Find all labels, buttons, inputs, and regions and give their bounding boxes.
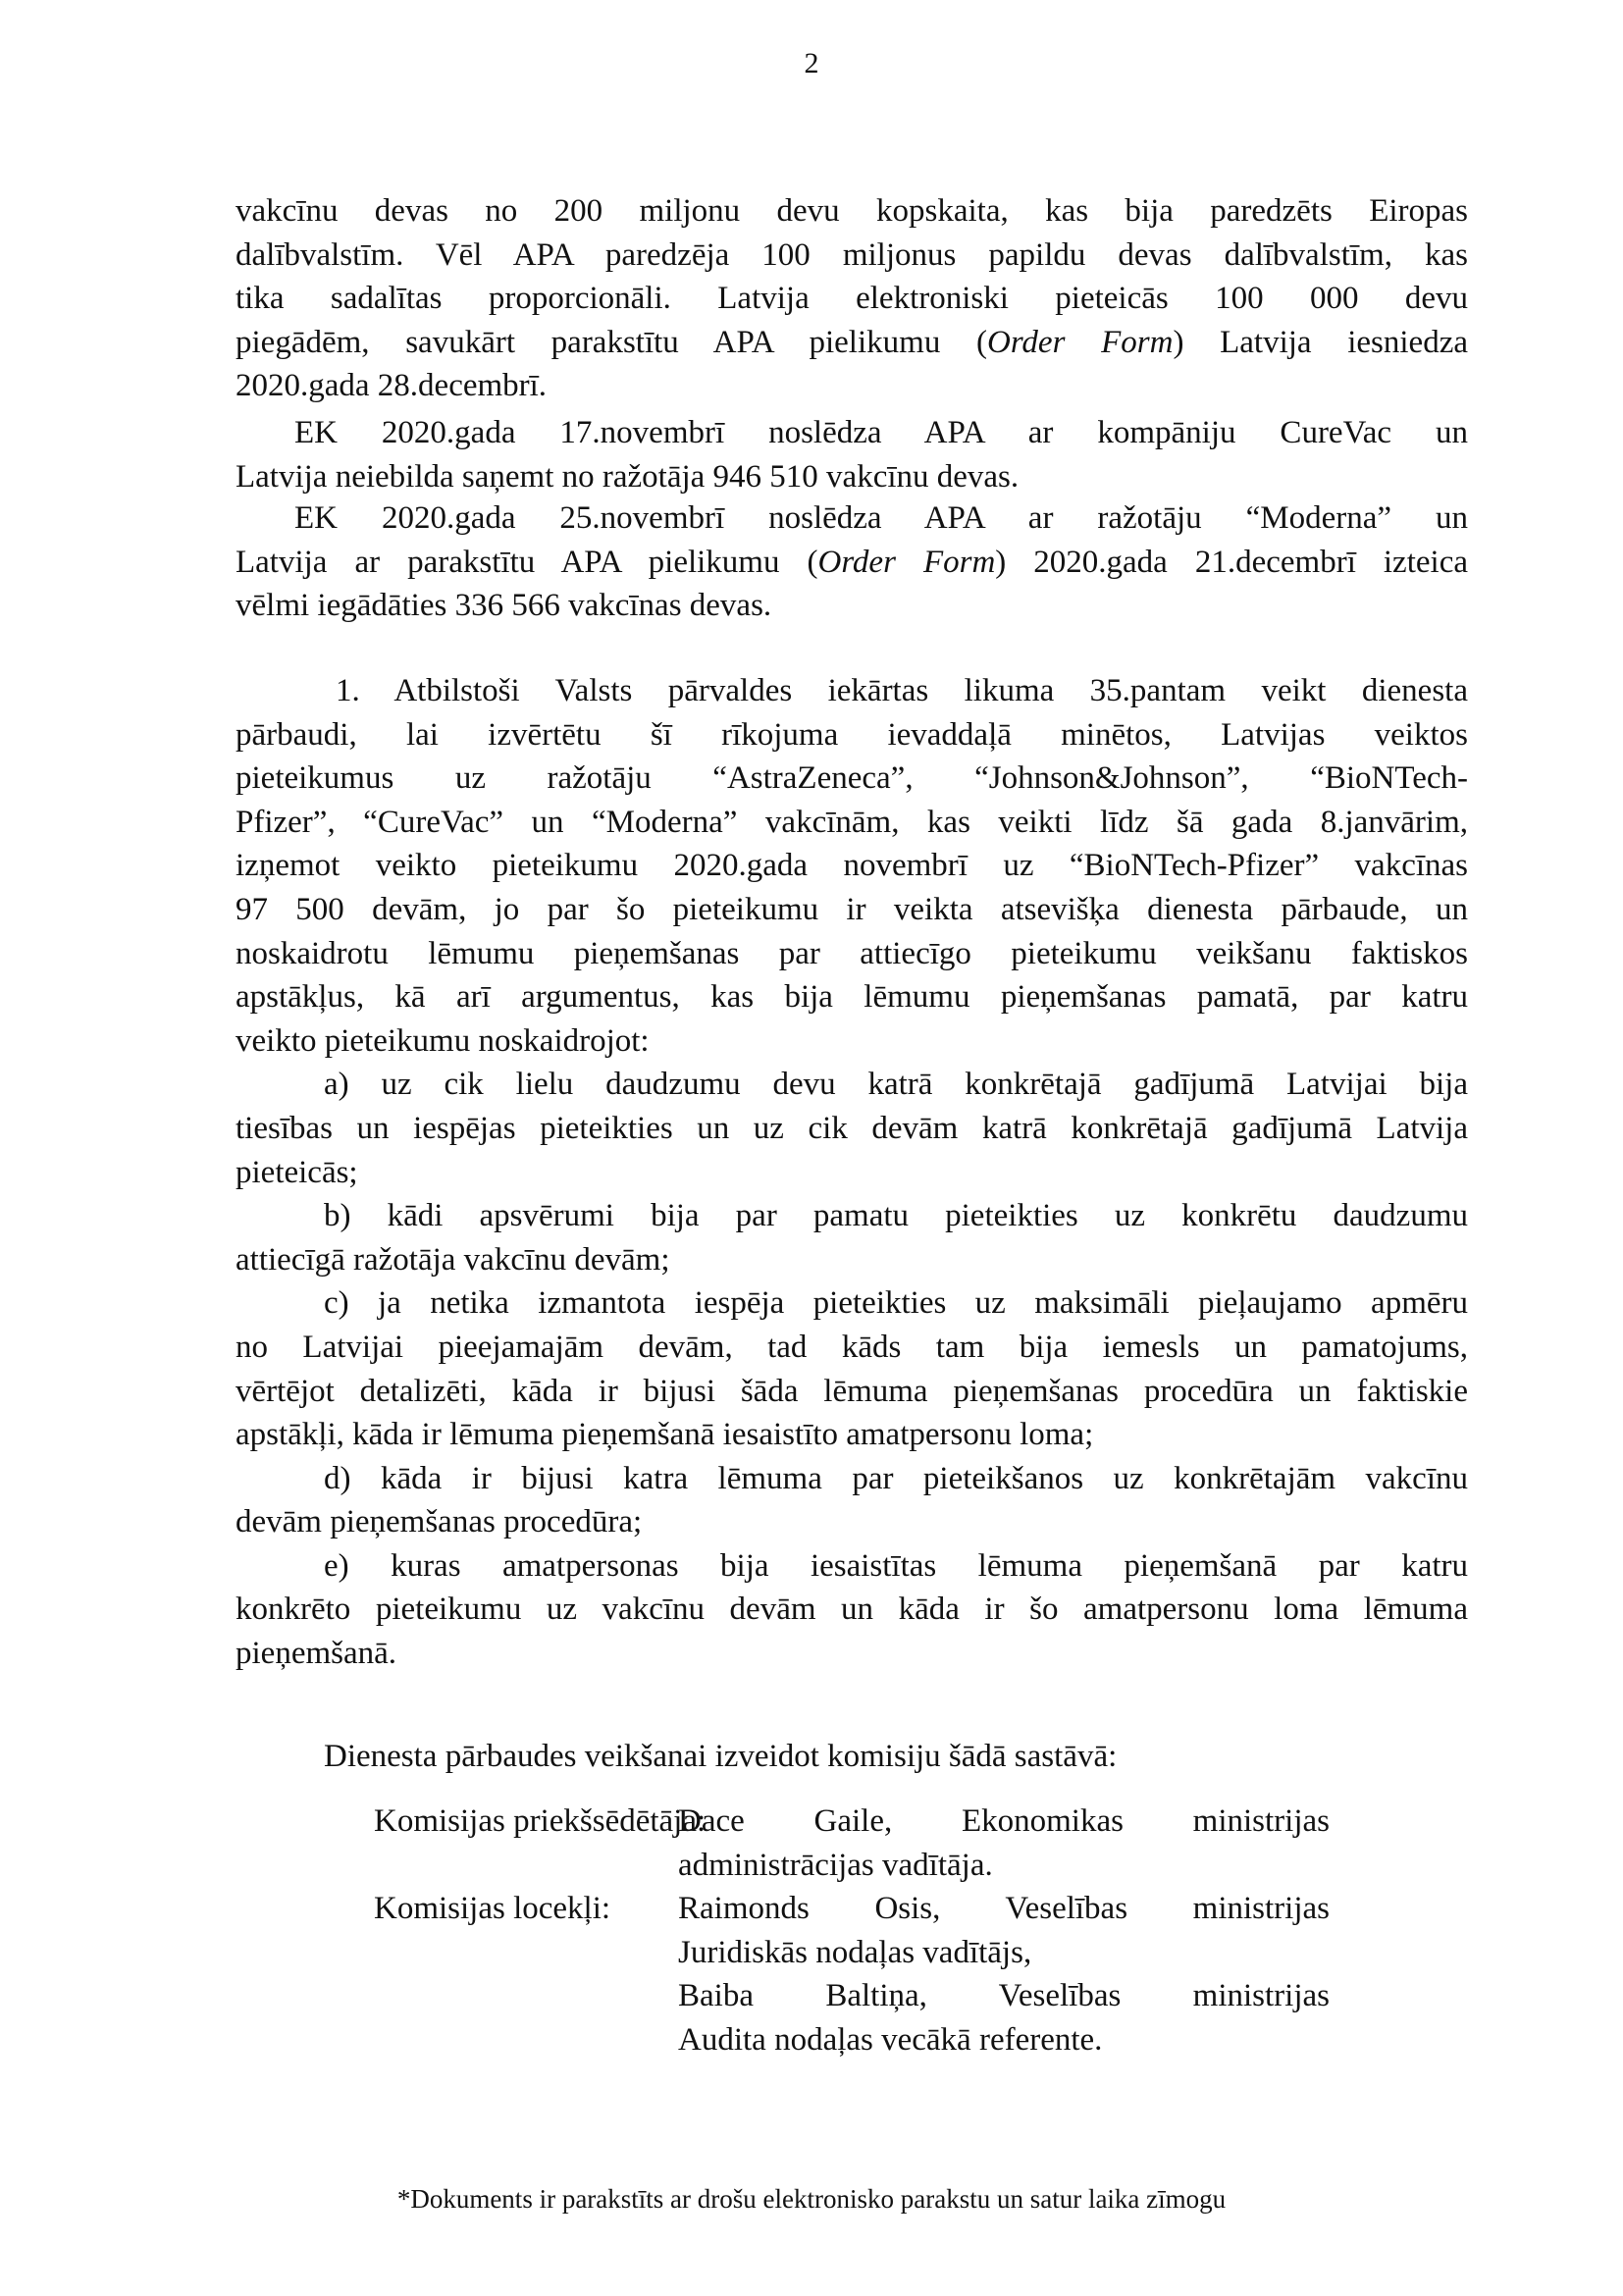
subitem-c: c) ja netika izmantota iespēja pieteikties uz maksimāli pieļaujamo apmēru	[324, 1285, 1468, 1322]
text-line: Juridiskās nodaļas vadītājs,	[678, 1934, 1032, 1970]
text-line: apstākļi, kāda ir lēmuma pieņemšanā iesaistīto amatpersonu loma;	[236, 1417, 1094, 1453]
text-line: apstākļus, kā arī argumentus, kas bija lēmumu pieņemšanas pamatā, par katru	[236, 979, 1468, 1016]
text-line: no Latvijai pieejamajām devām, tad kāds tam bija iemesls un pamatojums,	[236, 1329, 1468, 1365]
page-number: 2	[804, 47, 819, 79]
subitem-d: d) kāda ir bijusi katra lēmuma par pieteikšanos uz konkrētajām vakcīnu	[324, 1460, 1468, 1496]
commission-intro	[236, 1735, 1468, 1779]
text-span: ) 2020.gada 21.decembrī izteica	[995, 544, 1468, 580]
subitem-a: a) uz cik lielu daudzumu devu katrā konkrētajā gadījumā Latvijai bija	[324, 1067, 1468, 1103]
text-line: vakcīnu devas no 200 miljonu devu kopskaita, kas bija paredzēts Eiropas	[236, 193, 1468, 229]
text-line: veikto pieteikumu noskaidrojot:	[236, 1022, 650, 1059]
text-line: Raimonds Osis, Veselības ministrijas	[678, 1891, 1330, 1927]
signature-footnote: *Dokuments ir parakstīts ar drošu elektronisko parakstu un satur laika zīmogu	[396, 2184, 1227, 2214]
text-line: pieteicās;	[236, 1154, 358, 1190]
commission-chair-row	[236, 1800, 1468, 1887]
text-line: Audita nodaļas vecākā referente.	[678, 2021, 1103, 2058]
text-line: konkrēto pieteikumu uz vakcīnu devām un kāda ir šo amatpersonu loma lēmuma	[236, 1592, 1468, 1628]
text-line: administrācijas vadītāja.	[678, 1847, 993, 1883]
text-line: EK 2020.gada 25.novembrī noslēdza APA ar ražotāju “Moderna” un	[294, 500, 1468, 536]
text-span: Latvija ar parakstītu APA pielikumu (	[236, 544, 818, 580]
text-line: tiesības un iespējas pieteikties un uz cik devām katrā konkrētajā gadījumā Latvija	[236, 1110, 1468, 1146]
members-label: Komisijas locekļi:	[374, 1891, 611, 1927]
text-line	[236, 541, 1468, 585]
text-line: 2020.gada 28.decembrī.	[236, 368, 548, 404]
text-line: tika sadalītas proporcionāli. Latvija elektroniski pieteicās 100 000 devu	[236, 281, 1468, 317]
text-line: Dienesta pārbaudes veikšanai izveidot komisiju šādā sastāvā:	[324, 1739, 1118, 1774]
text-line: 1. Atbilstoši Valsts pārvaldes iekārtas likuma 35.pantam veikt dienesta	[336, 673, 1468, 708]
chair-label: Komisijas priekšsēdētāja:	[374, 1803, 707, 1839]
text-line: 97 500 devām, jo par šo pieteikumu ir veikta atsevišķa dienesta pārbaude, un	[236, 891, 1468, 927]
order-item-1	[236, 669, 1468, 1676]
subitem-e: e) kuras amatpersonas bija iesaistītas lēmuma pieņemšanā par katru	[324, 1547, 1468, 1584]
paragraph-curevac	[236, 411, 1468, 498]
text-line: Pfizer”, “CureVac” un “Moderna” vakcīnām, kas veikti līdz šā gada 8.janvārim,	[236, 804, 1468, 840]
commission-members-row	[236, 1887, 1468, 2061]
text-line: Latvija neiebilda saņemt no ražotāja 946 510 vakcīnu devas.	[236, 458, 1020, 495]
text-line: pieņemšanā.	[236, 1636, 397, 1672]
italic-term: Order Form	[986, 324, 1174, 360]
paragraph-moderna	[236, 496, 1468, 628]
commission-table	[236, 1800, 1468, 2062]
text-line: vēlmi iegādāties 336 566 vakcīnas devas.	[236, 588, 772, 624]
text-line: vērtējot detalizēti, kāda ir bijusi šāda lēmuma pieņemšanas procedūra un faktiskie	[236, 1373, 1468, 1409]
text-line: noskaidrotu lēmumu pieņemšanas par attiecīgo pieteikumu veikšanu faktiskos	[236, 935, 1468, 971]
text-line: attiecīgā ražotāja vakcīnu devām;	[236, 1241, 670, 1278]
text-line: izņemot veikto pieteikumu 2020.gada novembrī uz “BioNTech-Pfizer” vakcīnas	[236, 848, 1468, 884]
text-span: ) Latvija iesniedza	[1173, 324, 1468, 360]
text-line: Dace Gaile, Ekonomikas ministrijas	[678, 1803, 1330, 1839]
members-value	[678, 1887, 1330, 2061]
subitem-b: b) kādi apsvērumi bija par pamatu pieteikties uz konkrētu daudzumu	[324, 1198, 1468, 1234]
text-line: dalībvalstīm. Vēl APA paredzēja 100 miljonus papildu devas dalībvalstīm, kas	[236, 236, 1468, 273]
text-line: pārbaudi, lai izvērtētu šī rīkojuma ievaddaļā minētos, Latvijas veiktos	[236, 716, 1468, 753]
text-span: piegādēm, savukārt parakstītu APA pielikumu (	[236, 324, 987, 360]
chair-value	[678, 1800, 1330, 1887]
paragraph-apa-allocation	[236, 189, 1468, 408]
text-line: devām pieņemšanas procedūra;	[236, 1504, 643, 1540]
text-line: pieteikumus uz ražotāju “AstraZeneca”, “Johnson&Johnson”, “BioNTech-	[236, 760, 1468, 797]
text-line	[236, 321, 1468, 365]
text-line: Baiba Baltiņa, Veselības ministrijas	[678, 1978, 1330, 2014]
text-line: EK 2020.gada 17.novembrī noslēdza APA ar kompāniju CureVac un	[294, 415, 1468, 450]
italic-term: Order Form	[817, 544, 996, 580]
